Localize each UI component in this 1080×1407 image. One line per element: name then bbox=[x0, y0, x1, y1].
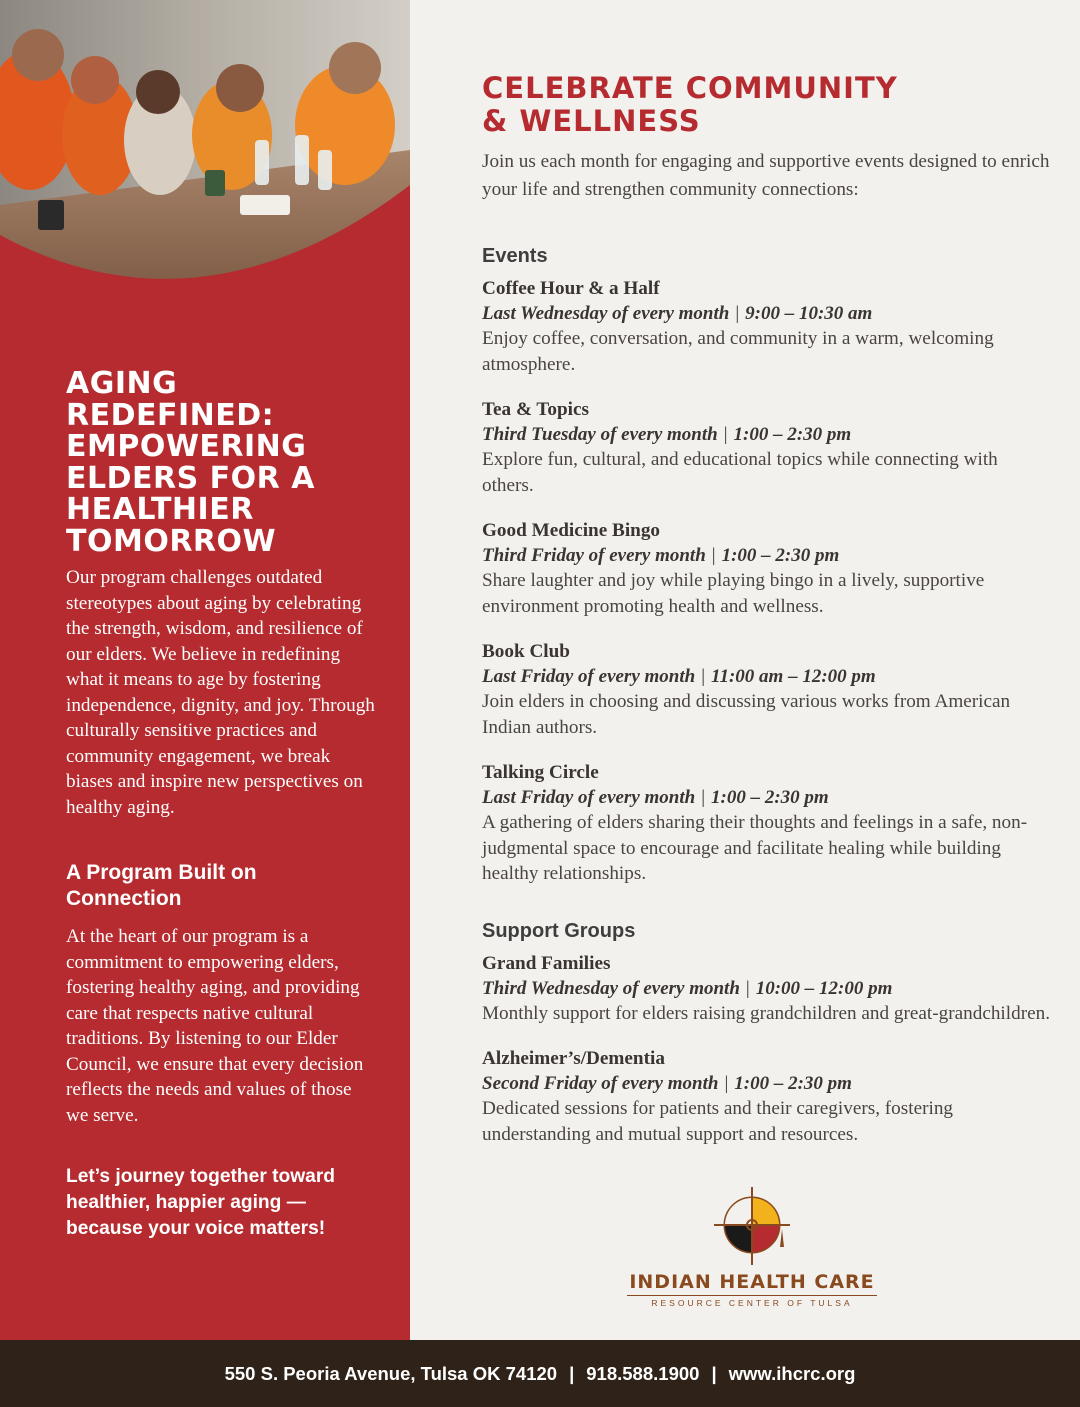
left-content bbox=[66, 368, 376, 1242]
event-name: Grand Families bbox=[482, 952, 611, 974]
event-schedule bbox=[482, 664, 1052, 689]
event-schedule bbox=[482, 422, 1052, 447]
logo-divider bbox=[627, 1295, 877, 1296]
program-intro: Our program challenges outdated stereotypes about aging by celebrating the strength, wisdom, and resilience of our elders. We believe in redefining what it means to age by fostering independence, dignity, and joy. Through culturally sensitive practices and community engagement, we break biases and inspire new perspectives on healthy aging. bbox=[66, 567, 375, 818]
event-time: 1:00 – 2:30 pm bbox=[711, 787, 829, 808]
event-schedule bbox=[482, 543, 1052, 568]
event-description: Dedicated sessions for patients and their caregivers, fostering understanding and mutual support and resources. bbox=[482, 1098, 954, 1145]
title-line-2: & WELLNESS bbox=[482, 104, 701, 138]
event-day: Last Friday of every month bbox=[482, 666, 696, 687]
schedule-separator: | bbox=[735, 303, 740, 324]
program-title: AGING REDEFINED: EMPOWERING ELDERS FOR A HEALTHIER TOMORROW bbox=[66, 366, 315, 559]
event-entry bbox=[482, 760, 1052, 887]
event-description: Enjoy coffee, conversation, and community in a warm, welcoming atmosphere. bbox=[482, 328, 994, 375]
ihcrc-logo bbox=[612, 1185, 892, 1310]
schedule-separator: | bbox=[711, 545, 716, 566]
events-page-title bbox=[482, 72, 1052, 138]
event-day: Third Tuesday of every month bbox=[482, 424, 718, 445]
event-schedule bbox=[482, 301, 1052, 326]
event-name: Talking Circle bbox=[482, 762, 599, 783]
event-entry bbox=[482, 397, 1052, 498]
event-day: Third Friday of every month bbox=[482, 545, 706, 566]
events-list bbox=[482, 276, 1052, 887]
schedule-separator: | bbox=[745, 977, 750, 999]
footer-separator: | bbox=[711, 1362, 717, 1384]
event-time: 1:00 – 2:30 pm bbox=[734, 1073, 852, 1094]
footer-address: 550 S. Peoria Avenue, Tulsa OK 74120 bbox=[224, 1362, 558, 1384]
contact-footer bbox=[0, 1340, 1080, 1407]
footer-separator: | bbox=[569, 1362, 575, 1384]
title-line-1: CELEBRATE COMMUNITY bbox=[482, 71, 898, 105]
program-subhead: A Program Built on Connection bbox=[66, 861, 257, 910]
footer-phone[interactable]: 918.588.1900 bbox=[586, 1362, 700, 1384]
event-description: Monthly support for elders raising grandchildren and great-grandchildren. bbox=[482, 1002, 1050, 1024]
event-entry bbox=[482, 276, 1052, 377]
medicine-wheel-icon bbox=[712, 1185, 792, 1267]
event-schedule bbox=[482, 785, 1052, 810]
event-description: Join elders in choosing and discussing various works from American Indian authors. bbox=[482, 691, 1011, 738]
event-description: A gathering of elders sharing their thoughts and feelings in a safe, non-judgmental space to encourage and facilitate healing while building healthy relationships. bbox=[482, 812, 1028, 884]
event-entry bbox=[482, 518, 1052, 619]
event-day: Last Friday of every month bbox=[482, 787, 696, 808]
event-name: Good Medicine Bingo bbox=[482, 520, 661, 541]
event-description: Share laughter and joy while playing bingo in a lively, supportive environment promoting health and wellness. bbox=[482, 570, 985, 617]
elders-group-photo bbox=[0, 0, 410, 305]
logo-name: INDIAN HEALTH CARE bbox=[629, 1271, 875, 1293]
footer-website-link[interactable]: www.ihcrc.org bbox=[728, 1362, 856, 1384]
event-schedule bbox=[482, 976, 1052, 1001]
event-entry bbox=[482, 639, 1052, 740]
right-column bbox=[482, 72, 1052, 1147]
event-name: Book Club bbox=[482, 641, 570, 662]
event-description: Explore fun, cultural, and educational topics while connecting with others. bbox=[482, 449, 998, 496]
event-time: 1:00 – 2:30 pm bbox=[733, 424, 852, 445]
events-intro: Join us each month for engaging and supportive events designed to enrich your life and strengthen community connections: bbox=[482, 151, 1050, 200]
event-entry bbox=[482, 1046, 1052, 1147]
event-time: 10:00 – 12:00 pm bbox=[755, 977, 893, 999]
support-list bbox=[482, 951, 1052, 1148]
event-day: Last Wednesday of every month bbox=[482, 303, 730, 324]
schedule-separator: | bbox=[723, 424, 728, 445]
logo-subtitle: RESOURCE CENTER OF TULSA bbox=[651, 1298, 853, 1308]
event-name: Tea & Topics bbox=[482, 399, 589, 420]
event-time: 9:00 – 10:30 am bbox=[745, 303, 873, 324]
event-day: Second Friday of every month bbox=[482, 1073, 719, 1094]
event-name: Coffee Hour & a Half bbox=[482, 278, 660, 299]
event-time: 11:00 am – 12:00 pm bbox=[711, 666, 876, 687]
event-name: Alzheimer’s/Dementia bbox=[482, 1048, 665, 1069]
call-to-action: Let’s journey together toward healthier, happier aging — because your voice matters! bbox=[66, 1166, 336, 1239]
event-schedule bbox=[482, 1071, 1052, 1096]
schedule-separator: | bbox=[701, 666, 706, 687]
event-day: Third Wednesday of every month bbox=[482, 977, 740, 999]
schedule-separator: | bbox=[724, 1073, 729, 1094]
support-section-title: Support Groups bbox=[482, 919, 636, 942]
event-time: 1:00 – 2:30 pm bbox=[721, 545, 840, 566]
events-section-title: Events bbox=[482, 245, 548, 267]
event-entry bbox=[482, 951, 1052, 1027]
schedule-separator: | bbox=[701, 787, 706, 808]
left-column bbox=[0, 0, 410, 1340]
program-body: At the heart of our program is a commitment to empowering elders, fostering healthy aging, and providing care that respects native cultural traditions. By listening to our Elder Council, we ensure that every decision reflects the needs and values of those we serve. bbox=[66, 926, 364, 1126]
